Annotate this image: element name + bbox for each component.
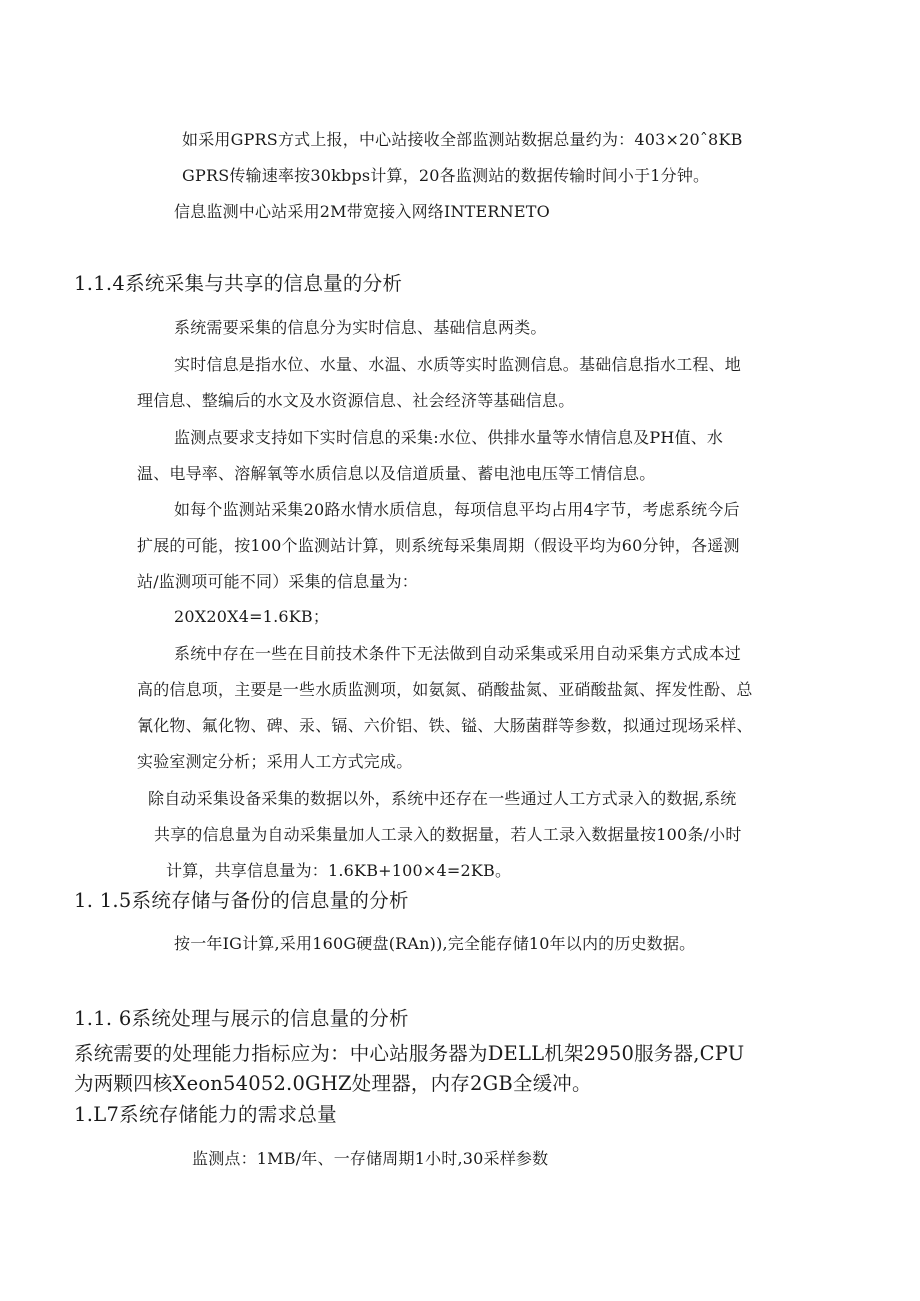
paragraph-text-large: 为两颗四核Xeon54052.0GHZ处理器，内存2GB全缓冲。 — [74, 1072, 592, 1095]
section-heading-1-1-5: 1. 1.5系统存储与备份的信息量的分析 — [74, 889, 409, 912]
intro-line-2: GPRS传输速率按30kbps计算，20各监测站的数据传输时间小于1分钟。 — [182, 166, 710, 185]
paragraph-text: 共享的信息量为自动采集量加人工录入的数据量，若人工录入数据量按100条/小时 — [154, 825, 742, 844]
paragraph-text: 温、电导率、溶解氧等水质信息以及信道质量、蓄电池电压等工情信息。 — [137, 464, 656, 483]
paragraph-text: 系统需要采集的信息分为实时信息、基础信息两类。 — [174, 318, 547, 337]
section-heading-1-1-7: 1.L7系统存储能力的需求总量 — [74, 1103, 337, 1126]
paragraph-text: 实时信息是指水位、水量、水温、水质等实时监测信息。基础信息指水工程、地 — [174, 355, 742, 374]
intro-line-3: 信息监测中心站采用2M带宽接入网络INTERNETO — [174, 202, 550, 221]
paragraph-text: 高的信息项，主要是一些水质监测项，如氨氮、硝酸盐氮、亚硝酸盐氮、挥发性酚、总 — [137, 680, 753, 699]
paragraph-text-large: 系统需要的处理能力指标应为：中心站服务器为DELL机架2950服务器,CPU — [74, 1042, 745, 1065]
paragraph-text: 扩展的可能，按100个监测站计算，则系统每采集周期（假设平均为60分钟，各遥测 — [137, 536, 740, 555]
paragraph-text: 监测点：1MB/年、一存储周期1小时,30采样参数 — [192, 1149, 549, 1168]
paragraph-text: 站/监测项可能不同）采集的信息量为： — [137, 572, 418, 591]
paragraph-text: 氰化物、氟化物、碑、汞、镉、六价铝、铁、镒、大肠菌群等参数，拟通过现场采样、 — [137, 716, 753, 735]
section-heading-1-1-6: 1.1. 6系统处理与展示的信息量的分析 — [74, 1007, 409, 1030]
paragraph-text: 理信息、整编后的水文及水资源信息、社会经济等基础信息。 — [137, 391, 575, 410]
paragraph-text: 按一年IG计算,采用160G硬盘(RAn)),完全能存储10年以内的历史数据。 — [174, 934, 696, 953]
formula-text: 20X20X4=1.6KB； — [174, 607, 330, 626]
paragraph-text: 监测点要求支持如下实时信息的采集:水位、供排水量等水情信息及PH值、水 — [174, 428, 724, 447]
paragraph-text: 如每个监测站采集20路水情水质信息，每项信息平均占用4字节，考虑系统今后 — [174, 500, 740, 519]
intro-line-1: 如采用GPRS方式上报，中心站接收全部监测站数据总量约为：403×20ˆ8KB — [182, 130, 743, 149]
paragraph-text: 除自动采集设备采集的数据以外，系统中还存在一些通过人工方式录入的数据,系统 — [148, 789, 737, 808]
paragraph-text: 系统中存在一些在目前技术条件下无法做到自动采集或采用自动采集方式成本过 — [174, 644, 742, 663]
paragraph-text: 实验室测定分析；采用人工方式完成。 — [137, 752, 413, 771]
paragraph-text: 计算，共享信息量为：1.6KB+100×4=2KB。 — [166, 861, 512, 880]
section-heading-1-1-4: 1.1.4系统采集与共享的信息量的分析 — [74, 272, 403, 295]
